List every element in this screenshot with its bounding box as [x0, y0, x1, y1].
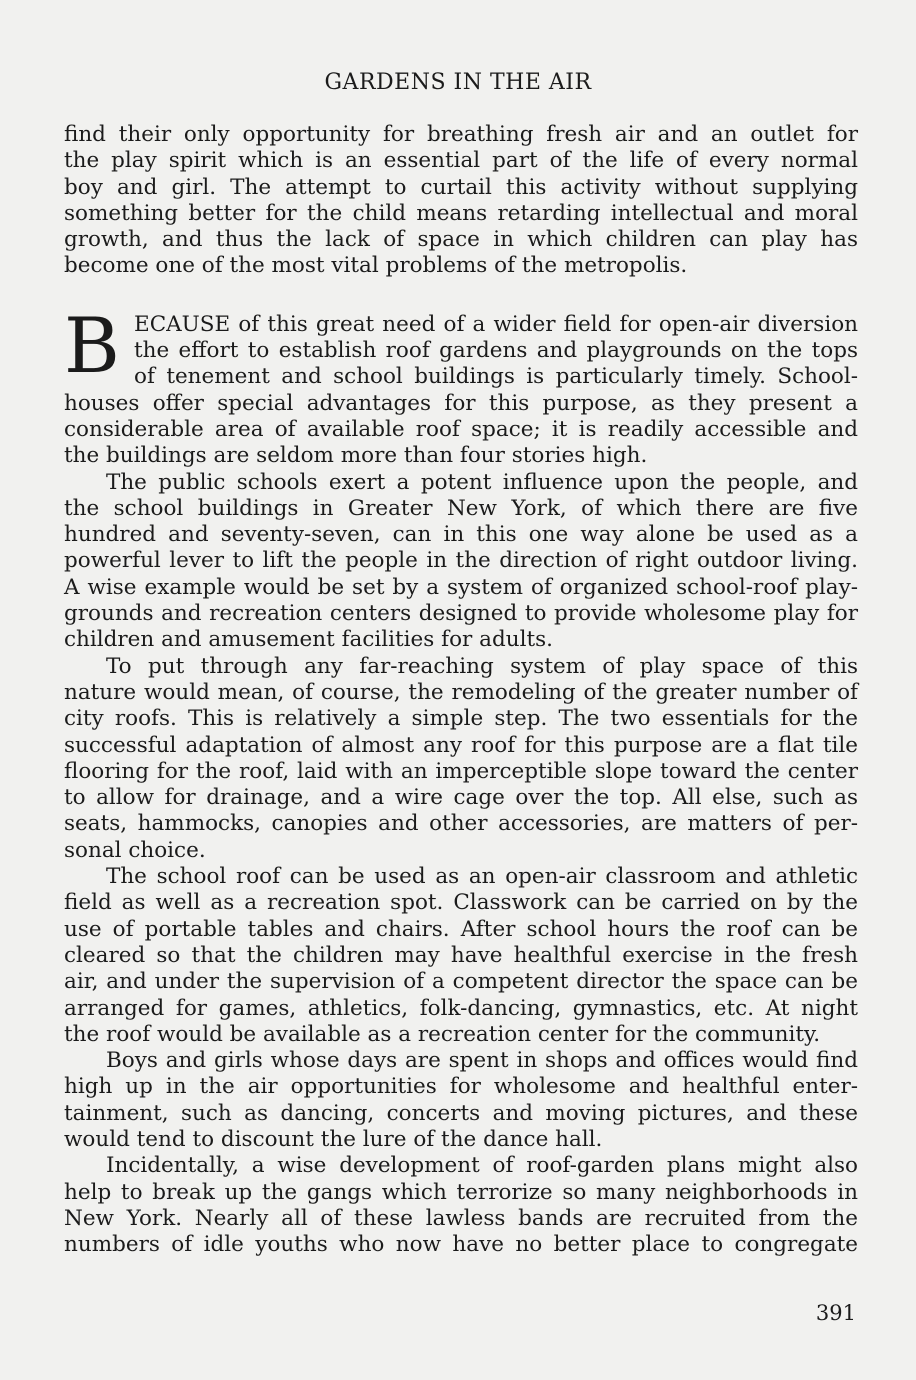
text-line: powerful lever to lift the people in the direction of right outdoor living. — [64, 548, 858, 574]
text-line: become one of the most vital problems of the metropolis. — [64, 253, 688, 279]
text-line: tainment, such as dancing, concerts and moving pictures, and these — [64, 1100, 858, 1126]
section-opening-paragraph — [64, 300, 858, 470]
text-line: The public schools exert a potent influence upon the people, and — [106, 469, 858, 495]
text-line: the effort to establish roof gardens and playgrounds on the tops — [134, 338, 858, 364]
text-line: to allow for drainage, and a wire cage over the top. All else, such as — [64, 785, 858, 811]
text-line: grounds and recreation centers designed to provide wholesome play for — [64, 601, 858, 627]
text-line: the play spirit which is an essential part of the life of every normal — [64, 148, 858, 174]
text-line: cleared so that the children may have healthful exercise in the fresh — [64, 942, 858, 968]
running-head: GARDENS IN THE AIR — [324, 70, 592, 95]
text-line: use of portable tables and chairs. After school hours the roof can be — [64, 916, 858, 942]
text-line: arranged for games, athletics, folk-dancing, gymnastics, etc. At night — [64, 995, 858, 1021]
body-text — [64, 122, 858, 1258]
text-line: boy and girl. The attempt to curtail this activity without supplying — [64, 174, 858, 200]
paragraph — [64, 470, 858, 654]
text-line: successful adaptation of almost any roof for this purpose are a flat tile — [64, 732, 858, 758]
section-break — [64, 280, 858, 312]
text-line: of tenement and school buildings is particularly timely. School- — [134, 364, 858, 390]
text-line: growth, and thus the lack of space in which children can play has — [64, 227, 858, 253]
text-line: sonal choice. — [64, 837, 206, 863]
text-line: field as well as a recreation spot. Classwork can be carried on by the — [64, 890, 858, 916]
text-line: houses offer special advantages for this purpose, as they present a — [64, 390, 858, 416]
paragraph — [64, 864, 858, 1048]
text-line: nature would mean, of course, the remodeling of the greater number of — [64, 679, 858, 705]
text-line: seats, hammocks, canopies and other accessories, are matters of per- — [64, 811, 858, 837]
paragraph — [64, 1153, 858, 1258]
text-line: the buildings are seldom more than four stories high. — [64, 443, 648, 469]
intro-paragraph — [64, 122, 858, 280]
text-line: would tend to discount the lure of the dance hall. — [64, 1126, 603, 1152]
text-line: find their only opportunity for breathing fresh air and an outlet for — [64, 122, 858, 147]
text-line: hundred and seventy-seven, can in this one way alone be used as a — [64, 522, 858, 548]
drop-cap: B — [64, 300, 120, 390]
text-line: help to break up the gangs which terrorize so many neighborhoods in — [64, 1179, 858, 1205]
text-line: high up in the air opportunities for wholesome and healthful enter- — [64, 1074, 858, 1100]
text-line: something better for the child means retarding intellectual and moral — [64, 200, 858, 226]
text-line: The school roof can be used as an open-air classroom and athletic — [106, 864, 858, 890]
text-line: the school buildings in Greater New York, of which there are five — [64, 495, 858, 521]
text-line: New York. Nearly all of these lawless bands are recruited from the — [64, 1205, 858, 1231]
text-line: the roof would be available as a recreation center for the community. — [64, 1021, 821, 1047]
text-line: flooring for the roof, laid with an imperceptible slope toward the center — [64, 758, 858, 784]
text-line: Incidentally, a wise development of roof-garden plans might also — [106, 1153, 858, 1179]
paragraph — [64, 1048, 858, 1153]
paragraph — [64, 654, 858, 864]
page-number: 391 — [815, 1301, 856, 1325]
text-line: considerable area of available roof space; it is readily accessible and — [64, 416, 858, 442]
text-line: ECAUSE of this great need of a wider field for open-air diversion — [134, 311, 858, 337]
text-line: numbers of idle youths who now have no better place to congregate — [64, 1232, 858, 1258]
text-line: A wise example would be set by a system of organized school-roof play- — [64, 574, 858, 600]
text-line: city roofs. This is relatively a simple step. The two essentials for the — [64, 706, 858, 732]
text-line: air, and under the supervision of a competent director the space can be — [64, 969, 858, 995]
text-line: children and amusement facilities for adults. — [64, 627, 553, 653]
text-line: To put through any far-reaching system of play space of this — [106, 653, 858, 679]
text-line: Boys and girls whose days are spent in shops and offices would find — [106, 1048, 858, 1074]
